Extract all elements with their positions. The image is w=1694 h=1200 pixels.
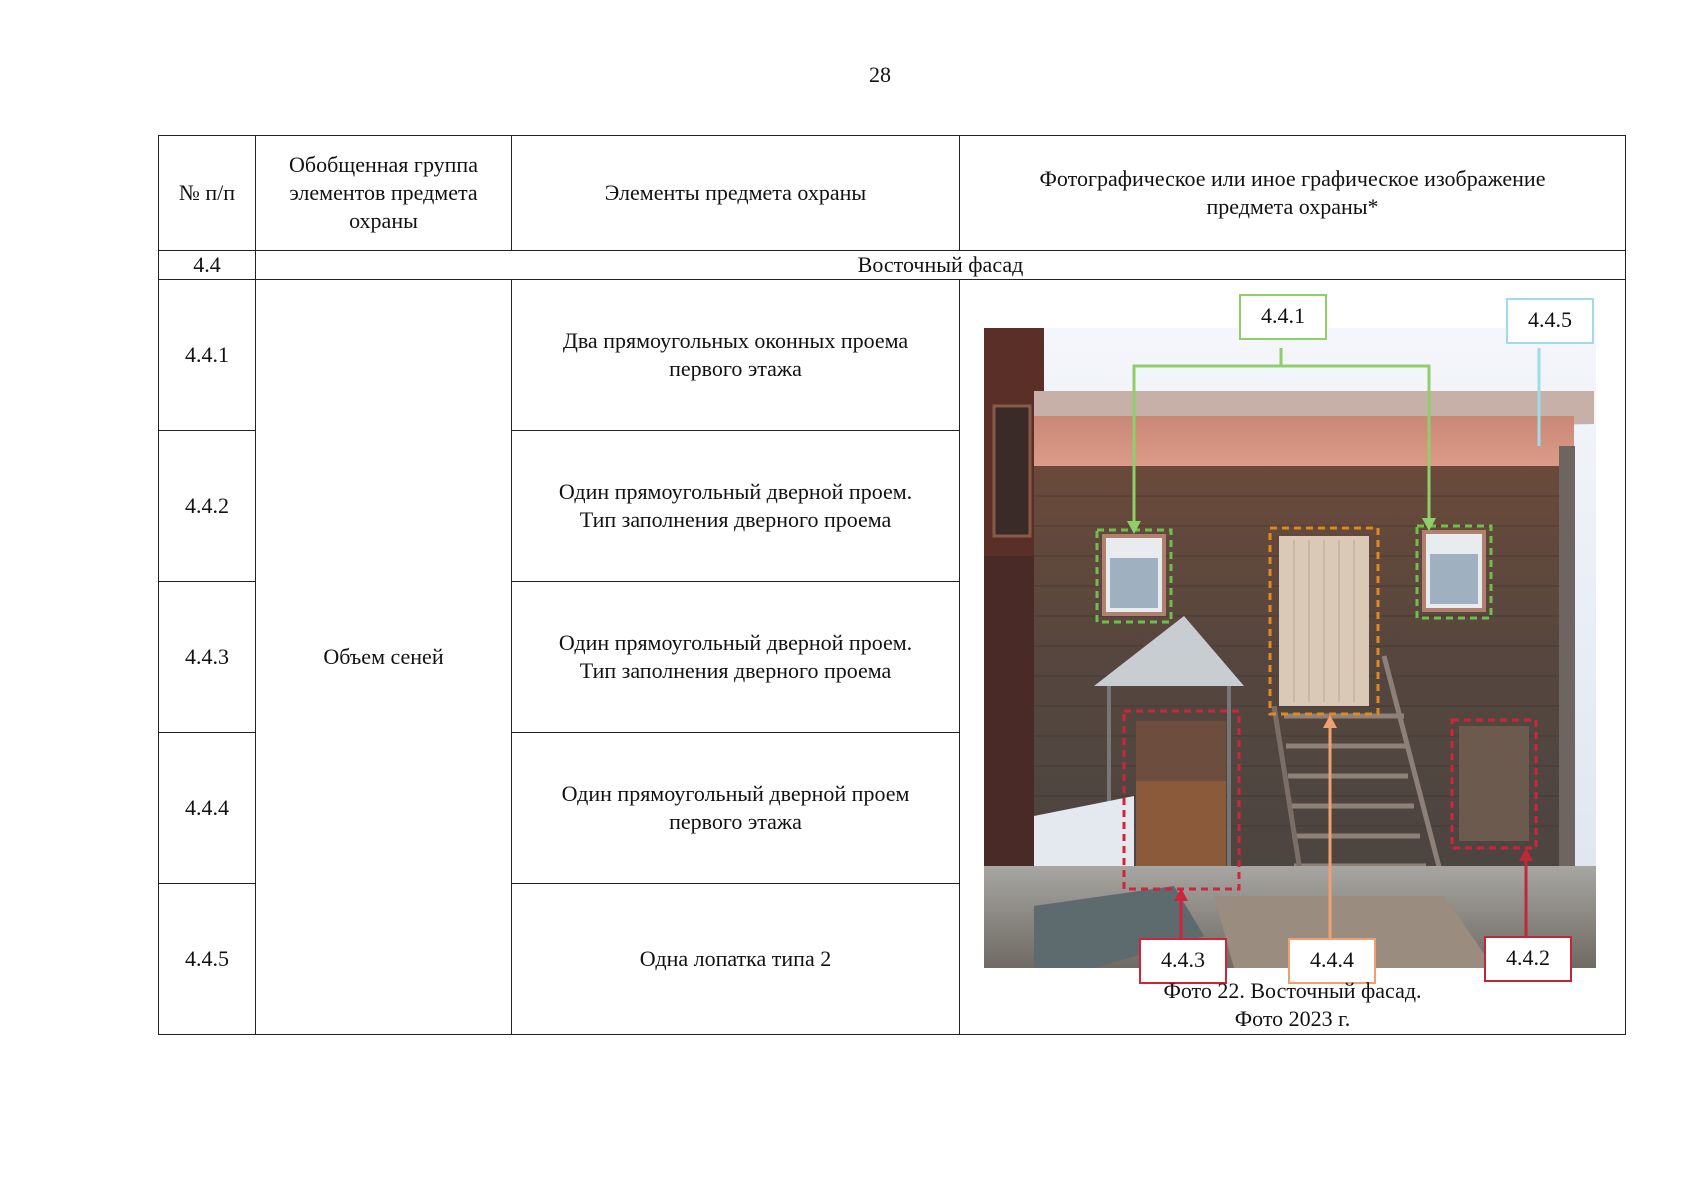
header-photo: Фотографическое или иное графическое изображение предмета охраны* bbox=[960, 136, 1626, 251]
row-element: Один прямоугольный дверной проем. Тип заполнения дверного проема bbox=[512, 431, 960, 582]
row-number: 4.4.5 bbox=[159, 884, 256, 1035]
row-number: 4.4.4 bbox=[159, 733, 256, 884]
callout-4-4-5: 4.4.5 bbox=[1506, 298, 1594, 344]
section-row bbox=[159, 251, 1626, 280]
page-number: 28 bbox=[869, 62, 891, 87]
header-number: № п/п bbox=[159, 136, 256, 251]
photo-caption bbox=[960, 977, 1625, 1033]
section-number: 4.4 bbox=[159, 251, 256, 280]
row-number: 4.4.1 bbox=[159, 280, 256, 431]
caption-line-2: Фото 2023 г. bbox=[1234, 1006, 1351, 1031]
photo-cell bbox=[960, 280, 1626, 1035]
table-row bbox=[159, 280, 1626, 431]
row-number: 4.4.2 bbox=[159, 431, 256, 582]
row-element: Один прямоугольный дверной проем первого этажа bbox=[512, 733, 960, 884]
row-element: Одна лопатка типа 2 bbox=[512, 884, 960, 1035]
protection-table bbox=[158, 135, 1626, 1035]
row-number: 4.4.3 bbox=[159, 582, 256, 733]
facade-photo-image bbox=[984, 328, 1596, 968]
group-name: Объем сеней bbox=[256, 280, 512, 1035]
facade-photo bbox=[984, 303, 1594, 972]
callout-4-4-4: 4.4.4 bbox=[1288, 938, 1376, 984]
callout-4-4-1: 4.4.1 bbox=[1239, 294, 1327, 340]
row-element: Два прямоугольных оконных проема первого этажа bbox=[512, 280, 960, 431]
callout-4-4-2: 4.4.2 bbox=[1484, 936, 1572, 982]
callout-4-4-3: 4.4.3 bbox=[1139, 938, 1227, 984]
row-element: Один прямоугольный дверной проем. Тип заполнения дверного проема bbox=[512, 582, 960, 733]
header-row bbox=[159, 136, 1626, 251]
header-elements: Элементы предмета охраны bbox=[512, 136, 960, 251]
section-title: Восточный фасад bbox=[256, 251, 1626, 280]
header-group: Обобщенная группа элементов предмета охраны bbox=[256, 136, 512, 251]
caption-line-1: Фото 22. Восточный фасад. bbox=[1163, 978, 1422, 1003]
